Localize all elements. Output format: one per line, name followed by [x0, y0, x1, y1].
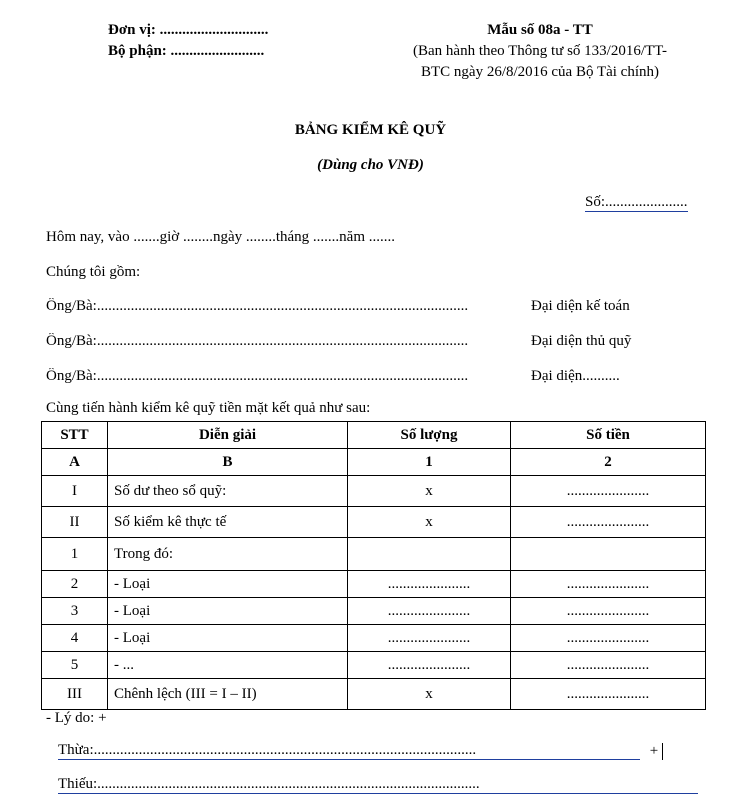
cell-desc: - Loại	[108, 571, 348, 598]
document-subtitle: (Dùng cho VNĐ)	[317, 157, 424, 173]
member-name-field[interactable]: Ông/Bà:...................................................................................................	[46, 333, 469, 349]
table-header-row	[42, 422, 706, 449]
cell-amount[interactable]: ......................	[511, 652, 706, 679]
cell-qty[interactable]: ......................	[348, 625, 511, 652]
shortage-row	[58, 776, 698, 794]
header-bo-phan: Bộ phận: .........................	[108, 43, 265, 59]
document-title: BẢNG KIỂM KÊ QUỸ	[294, 122, 447, 138]
cell-stt: 3	[42, 598, 108, 625]
code-b: B	[108, 449, 348, 476]
code-a: A	[42, 449, 108, 476]
cell-stt: II	[42, 507, 108, 538]
member-name-field[interactable]: Ông/Bà:...................................................................................................	[46, 368, 469, 384]
shortage-field[interactable]: Thiếu:......................................................................................................	[58, 776, 698, 794]
cell-stt: I	[42, 476, 108, 507]
table-code-row	[42, 449, 706, 476]
cell-desc: - ...	[108, 652, 348, 679]
cell-stt: 2	[42, 571, 108, 598]
surplus-plus: +	[649, 742, 659, 759]
member-row	[46, 333, 534, 350]
reason-label: - Lý do: +	[46, 710, 107, 726]
member-name-field[interactable]: Ông/Bà:...................................................................................................	[46, 298, 469, 314]
form-number: Mẫu số 08a - TT	[487, 22, 593, 38]
cell-stt: 4	[42, 625, 108, 652]
issuance-note-line2: BTC ngày 26/8/2016 của Bộ Tài chính)	[420, 64, 660, 80]
document-number[interactable]: Số:......................	[585, 194, 688, 210]
cell-desc: - Loại	[108, 625, 348, 652]
member-role: Đại diện thủ quỹ	[531, 333, 632, 349]
cell-desc: Trong đó:	[108, 538, 348, 571]
cell-qty[interactable]: ......................	[348, 598, 511, 625]
header-stt: STT	[42, 422, 108, 449]
cell-desc: Số kiểm kê thực tế	[108, 507, 348, 538]
table-row	[42, 476, 706, 507]
cell-amount[interactable]: ......................	[511, 625, 706, 652]
cell-qty[interactable]	[348, 538, 511, 571]
cell-desc: Số dư theo sổ quỹ:	[108, 476, 348, 507]
cell-amount[interactable]: ......................	[511, 571, 706, 598]
table-row	[42, 538, 706, 571]
table-row	[42, 625, 706, 652]
header-description: Diễn giải	[108, 422, 348, 449]
cell-qty[interactable]: x	[348, 476, 511, 507]
cell-amount[interactable]: ......................	[511, 679, 706, 710]
cell-desc: Chênh lệch (III = I – II)	[108, 679, 348, 710]
cell-stt: 1	[42, 538, 108, 571]
participants-label: Chúng tôi gồm:	[46, 264, 141, 280]
header-quantity: Số lượng	[348, 422, 511, 449]
cell-amount[interactable]: ......................	[511, 598, 706, 625]
table-row	[42, 507, 706, 538]
date-line: Hôm nay, vào .......giờ ........ngày ........tháng .......năm .......	[46, 229, 395, 245]
table-row	[42, 679, 706, 710]
cell-qty[interactable]: ......................	[348, 571, 511, 598]
cell-stt: III	[42, 679, 108, 710]
surplus-field[interactable]: Thừa:......................................................................................................	[58, 742, 640, 760]
cell-qty[interactable]: x	[348, 507, 511, 538]
member-role: Đại diện..........	[531, 368, 620, 384]
cell-desc: - Loại	[108, 598, 348, 625]
table-row	[42, 571, 706, 598]
cell-stt: 5	[42, 652, 108, 679]
header-amount: Số tiền	[511, 422, 706, 449]
procedure-note: Cùng tiến hành kiểm kê quỹ tiền mặt kết quả như sau:	[46, 400, 371, 416]
cell-qty[interactable]: x	[348, 679, 511, 710]
surplus-row	[58, 742, 663, 760]
table-row	[42, 598, 706, 625]
cell-amount[interactable]: ......................	[511, 476, 706, 507]
text-cursor	[662, 743, 663, 760]
cash-count-table	[41, 421, 706, 710]
cell-amount[interactable]: ......................	[511, 507, 706, 538]
code-1: 1	[348, 449, 511, 476]
member-role: Đại diện kế toán	[531, 298, 630, 314]
cell-amount[interactable]	[511, 538, 706, 571]
code-2: 2	[511, 449, 706, 476]
table-row	[42, 652, 706, 679]
member-row	[46, 368, 534, 385]
issuance-note-line1: (Ban hành theo Thông tư số 133/2016/TT-	[413, 43, 667, 59]
header-don-vi: Đơn vị: .............................	[108, 22, 269, 38]
cell-qty[interactable]: ......................	[348, 652, 511, 679]
